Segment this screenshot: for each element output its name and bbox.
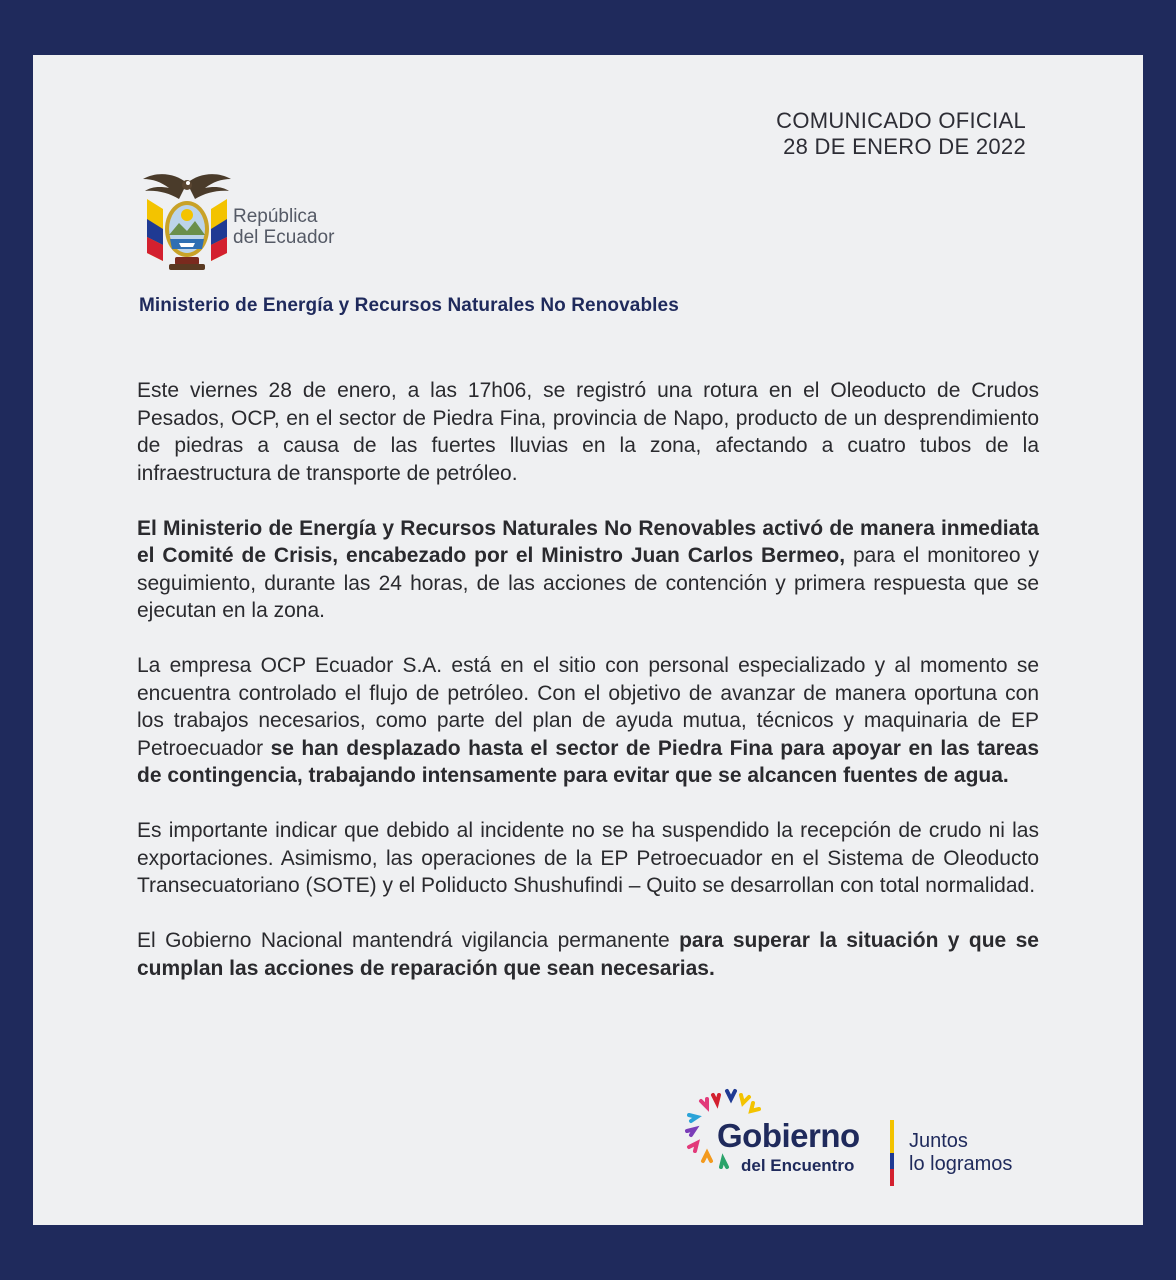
paragraph-2-text: para el monitoreo y seguimiento, durante las 24 horas, de las acciones de contención y primera respuesta que se ejecutan en la zona. <box>137 544 1039 622</box>
paragraph-1-text: Este viernes 28 de enero, a las 17h06, se registró una rotura en el Oleoducto de Crudos Pesados, OCP, en el sector de Piedra Fina, provincia de Napo, producto de un desprendimiento de piedras a causa de las fuertes lluvias en la zona, afectando a cuatro tubos de la infraestructura de transporte de petróleo. <box>137 379 1039 485</box>
communique-header <box>776 108 1026 160</box>
paragraph-5-bold: para superar la situación y que se cumplan las acciones de reparación que sean necesarias. <box>137 929 1039 980</box>
paragraph-2 <box>137 515 1039 625</box>
paragraph-3-text: La empresa OCP Ecuador S.A. está en el sitio con personal especializado y al momento se encuentra controlado el flujo de petróleo. Con el objetivo de avanzar de manera oportuna con los trabajos necesarios, como parte del plan de ayuda mutua, técnicos y maquinaria de EP Petroecuador <box>137 654 1039 760</box>
paragraph-1 <box>137 377 1039 487</box>
paragraph-5 <box>137 927 1039 982</box>
paragraph-3-bold: se han desplazado hasta el sector de Piedra Fina para apoyar en las tareas de contingencia, trabajando intensamente para evitar que se alcancen fuentes de agua. <box>137 736 1039 787</box>
gobierno-title: Gobierno <box>717 1117 860 1154</box>
ministry-name: Ministerio de Energía y Recursos Naturales No Renovables <box>139 295 679 316</box>
paragraph-5-text: El Gobierno Nacional mantendrá vigilancia permanente <box>137 929 680 952</box>
republic-wordmark <box>233 206 334 248</box>
paragraph-4 <box>137 817 1039 900</box>
motto-line-1: Juntos <box>909 1130 968 1152</box>
republic-line-2: del Ecuador <box>233 227 335 248</box>
document-sheet <box>33 55 1143 1225</box>
communique-date: 28 DE ENERO DE 2022 <box>783 134 1026 159</box>
motto-line-2: lo logramos <box>909 1153 1013 1175</box>
gobierno-logo <box>683 1085 1063 1195</box>
flag-divider-bar <box>890 1120 894 1186</box>
communique-body <box>137 377 1039 1010</box>
paragraph-4-text: Es importante indicar que debido al incidente no se ha suspendido la recepción de crudo ni las exportaciones. Asimismo, las operaciones de la EP Petroecuador en el Sistema de Oleoducto Transecuatoriano (SOTE) y el Poliducto Shushufindi – Quito se desarrollan con total normalidad. <box>137 819 1039 897</box>
communique-title: COMUNICADO OFICIAL <box>776 108 1026 133</box>
gobierno-subtitle: del Encuentro <box>741 1156 855 1175</box>
coat-of-arms-icon <box>139 169 235 275</box>
paragraph-2-bold: El Ministerio de Energía y Recursos Naturales No Renovables activó de manera inmediata el Comité de Crisis, encabezado por el Ministro Juan Carlos Bermeo, <box>137 516 1039 567</box>
motto <box>909 1130 1012 1176</box>
paragraph-3 <box>137 652 1039 790</box>
republic-line-1: República <box>233 206 318 227</box>
